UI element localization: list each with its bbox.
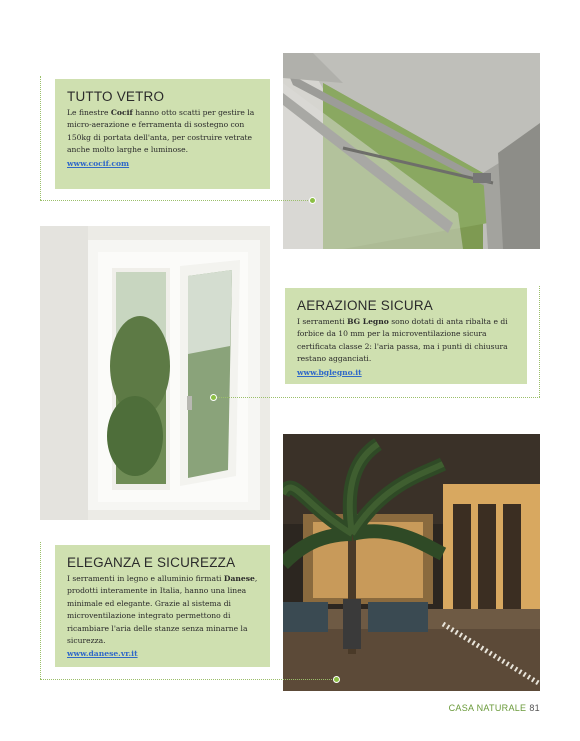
box-body [297, 316, 515, 366]
website-link[interactable]: www.danese.vr.it [67, 649, 138, 659]
body-text: I serramenti in legno e alluminio firmati [67, 574, 224, 583]
info-box-tutto-vetro [55, 79, 270, 189]
website-link[interactable]: www.bglegno.it [297, 367, 362, 377]
page-number: 81 [529, 703, 540, 713]
body-text: Le finestre [67, 108, 111, 117]
box-title: AERAZIONE SICURA [297, 298, 433, 313]
brand-name: BG Legno [347, 317, 389, 326]
box-title: TUTTO VETRO [67, 89, 165, 104]
box-body [67, 107, 258, 157]
website-link[interactable]: www.cocif.com [67, 158, 130, 168]
body-text: , prodotti interamente in Italia, hanno una linea minimale ed elegante. Grazie al sistema di microventilazione integrato permettono di ricambiare l'aria delle stanze senza minarne la sicurezza. [67, 574, 258, 646]
magazine-name: CASA NATURALE [448, 703, 527, 713]
photo-window-hardware [283, 53, 540, 249]
box-body [67, 573, 258, 647]
connector-dot [333, 676, 340, 683]
connector-line [40, 542, 41, 679]
info-box-eleganza-e-sicurezza [55, 545, 270, 667]
connector-line [40, 679, 336, 680]
photo-courtyard [283, 434, 540, 691]
brand-name: Danese [223, 574, 255, 583]
brand-name: Cocif [110, 108, 133, 117]
connector-dot [210, 394, 217, 401]
courtyard-illustration [283, 434, 540, 691]
photo-white-window [40, 226, 270, 520]
connector-dot [309, 197, 316, 204]
window-hardware-illustration [283, 53, 540, 249]
body-text: hanno otto scatti per gestire la micro-aerazione e ferramenta di sostegno con 150kg di portata dell'anta, per costruire vetrate anche molto larghe e luminose. [67, 108, 255, 155]
body-text: sono dotati di anta ribalta e di forbice da 10 mm per la microventilazione sicura certificata classe 2: l'aria passa, ma i punti di chiusura restano agganciati. [297, 317, 508, 364]
info-box-aerazione-sicura [285, 288, 527, 384]
box-title: ELEGANZA E SICUREZZA [67, 555, 236, 570]
page-footer [449, 703, 540, 713]
connector-line [214, 397, 540, 398]
connector-line [40, 200, 312, 201]
connector-line [40, 76, 41, 200]
connector-line [539, 286, 540, 397]
body-text: I serramenti [297, 317, 348, 326]
white-window-illustration [40, 226, 270, 520]
